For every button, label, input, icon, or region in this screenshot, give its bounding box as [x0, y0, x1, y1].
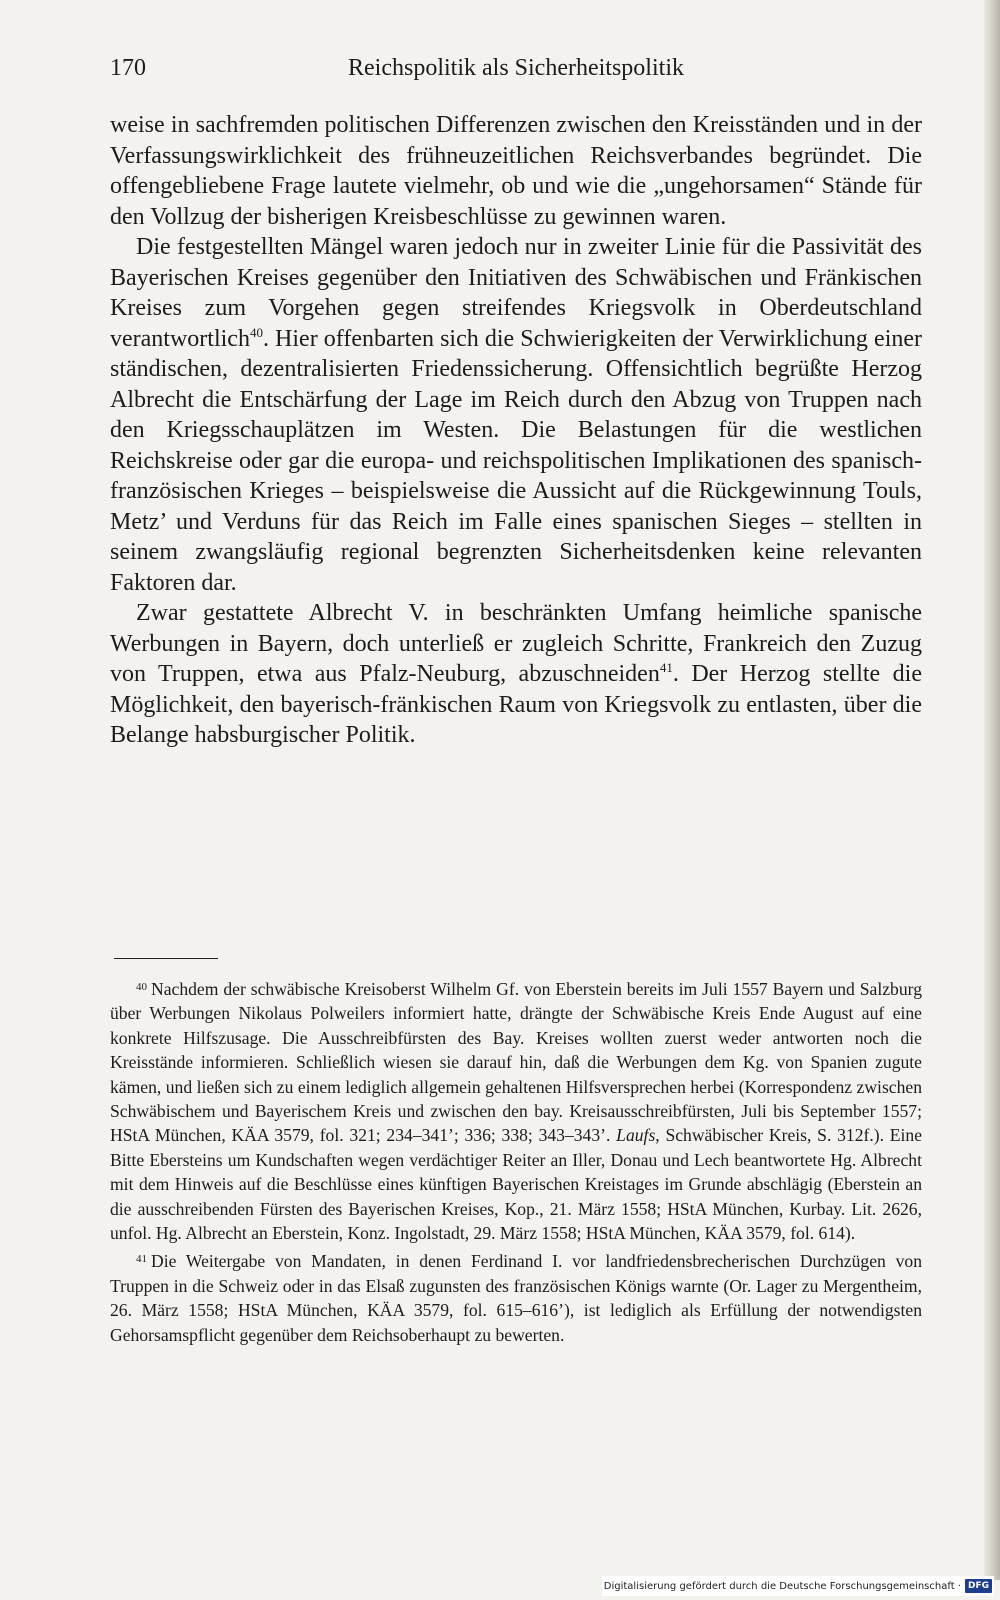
- paragraph-3-text-a: Zwar gestattete Albrecht V. in beschränkten Umfang heimliche spanische Werbungen in Bayern, doch unterließ er zugleich Schritte, Frankreich den Zuzug von Truppen, etwa aus Pfalz-Neuburg, abzuschneiden: [110, 600, 922, 687]
- paragraph-3: [110, 598, 922, 751]
- digitization-credit: [602, 1576, 994, 1596]
- footnote-41-text: Die Weitergabe von Mandaten, in denen Ferdinand I. vor landfriedensbrecherischen Durchzügen von Truppen in die Schweiz oder in das Elsaß zugunsten des französischen Königs warnte (Or. Lager zu Mergentheim, 26. März 1558; HStA München, KÄA 3579, fol. 615–616’), ist lediglich als Erfüllung der notwendigsten Gehorsamspflicht gegenüber dem Reichsoberhaupt zu bewerten.: [110, 1251, 922, 1345]
- page-header: [110, 52, 922, 84]
- page-edge-shadow: [984, 0, 1000, 1580]
- paragraph-2: [110, 232, 922, 598]
- footnotes: [110, 975, 922, 1349]
- footnote-40: [110, 975, 922, 1245]
- credit-text: Digitalisierung gefördert durch die Deutsche Forschungsgemeinschaft ·: [603, 1580, 961, 1592]
- paragraph-2-text-b: . Hier offenbarten sich die Schwierigkeiten der Verwirklichung einer ständischen, dezentralisierten Friedenssicherung. Offensichtlich begrüßte Herzog Albrecht die Entschärfung der Lage im Reich durch den Abzug von Truppen nach den Kriegsschauplätzen im Westen. Die Belastungen für die westlichen Reichskreise oder gar die europa- und reichspolitischen Implikationen des spanisch-französischen Krieges – beispielsweise die Aussicht auf die Rückgewinnung Touls, Metz’ und Verduns für das Reich im Falle eines spanischen Sieges – stellten in seinem zwangsläufig regional begrenzten Sicherheitsdenken keine relevanten Faktoren dar.: [110, 325, 922, 596]
- paragraph-2-text-a: Die festgestellten Mängel waren jedoch nur in zweiter Linie für die Passivität des Bayerischen Kreises gegenüber den Initiativen des Schwäbischen und Fränkischen Kreises zum Vorgehen gegen streifendes Kriegsvolk in Oberdeutschland verantwortlich: [110, 234, 922, 352]
- footnote-40-text-a: Nachdem der schwäbische Kreisoberst Wilhelm Gf. von Eberstein bereits im Juli 1557 Bayern und Salzburg über Werbungen Nikolaus Polweilers informiert hatte, drängte der Schwäbische Kreis Ende August auf eine konkrete Hilfszusage. Die Ausschreibfürsten des Bay. Kreises wollten zuerst weder antworten noch die Kreisstände informieren. Schließlich wiesen sie darauf hin, daß die Werbungen dem Kg. von Spanien zugute kämen, und ließen sich zu einem lediglich allgemein gehaltenen Hilfsversprechen herbei (Korrespondenz zwischen Schwäbischem und Bayerischem Kreis und zwischen den bay. Kreisausschreibfürsten, Juli bis September 1557; HStA München, KÄA 3579, fol. 321; 234–341’; 336; 338; 343–343’.: [110, 979, 922, 1146]
- main-text: [110, 110, 922, 751]
- footnote-41: [110, 1247, 922, 1347]
- paragraph-3-text-b: . Der Herzog stellte die Möglichkeit, den bayerisch-fränkischen Raum von Kriegsvolk zu entlasten, über die Belange habsburgischer Politik.: [110, 661, 922, 748]
- footnote-separator: [114, 958, 218, 959]
- paragraph-1-text: weise in sachfremden politischen Differenzen zwischen den Kreisständen und in der Verfassungswirklichkeit des frühneuzeitlichen Reichsverbandes begründet. Die offengebliebene Frage lautete vielmehr, ob und wie die „ungehorsamen“ Stände für den Vollzug der bisherigen Kreisbeschlüsse zu gewinnen waren.: [110, 112, 922, 230]
- running-title: Reichspolitik als Sicherheitspolitik: [348, 55, 684, 81]
- footnote-40-mark: 40: [136, 981, 147, 993]
- footnote-ref-40[interactable]: 40: [249, 324, 263, 340]
- footnote-40-text-b: , Schwäbischer Kreis, S. 312f.). Eine Bitte Ebersteins um Kundschaften wegen verdächtiger Reiter an Iller, Donau und Lech beantwortete Hg. Albrecht mit dem Hinweis auf die Beschlüsse eines künftigen Bayerischen Kreistages im Grunde abschlägig (Eberstein an die ausschreibenden Fürsten des Bayerischen Kreises, Kop., 21. März 1558; HStA München, Kurbay. Lit. 2626, unfol. Hg. Albrecht an Eberstein, Konz. Ingolstadt, 29. März 1558; HStA München, KÄA 3579, fol. 614).: [110, 1125, 923, 1244]
- footnote-40-author: Laufs: [616, 1125, 656, 1146]
- dfg-logo-icon: DFG: [965, 1579, 992, 1593]
- footnote-41-mark: 41: [136, 1253, 147, 1266]
- paragraph-1: [110, 110, 922, 232]
- page-number: 170: [110, 55, 146, 81]
- footnote-ref-41[interactable]: 41: [659, 660, 673, 675]
